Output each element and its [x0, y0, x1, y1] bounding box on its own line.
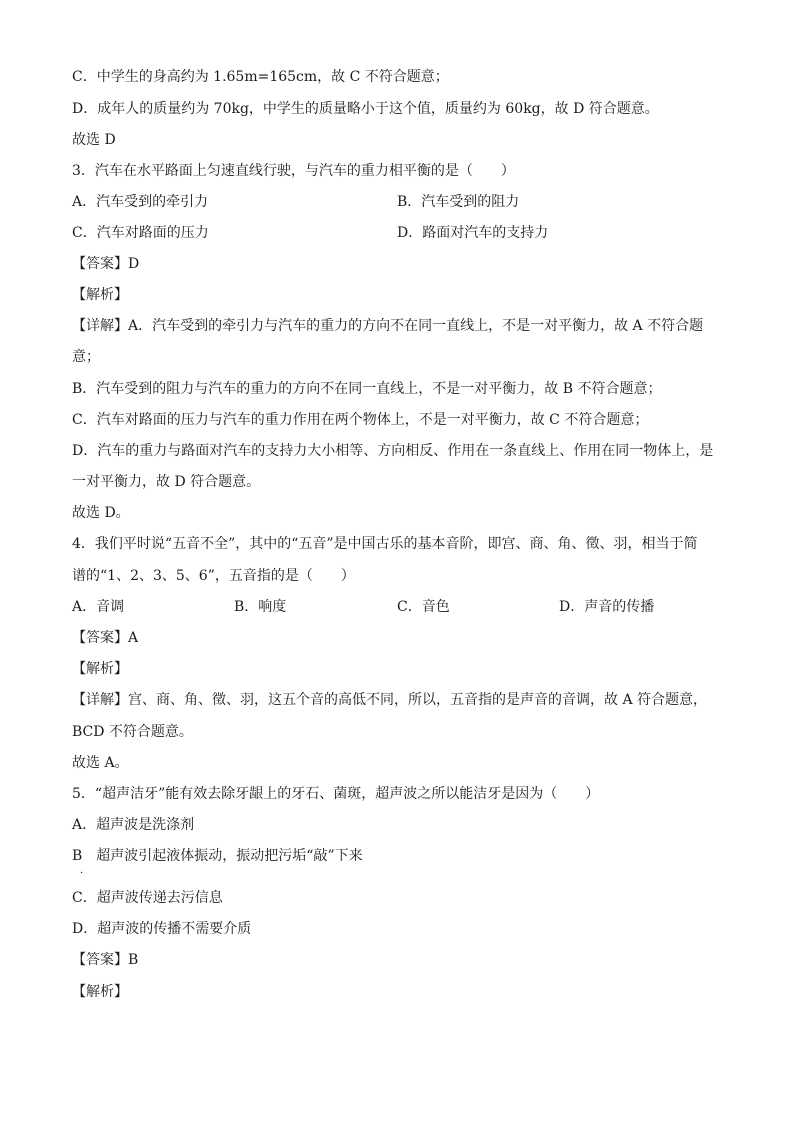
answer-label: 【答案】A [72, 630, 139, 646]
option-d: D．声音的传播 [559, 599, 655, 615]
detail-line: 【详解】A．汽车受到的牵引力与汽车的重力的方向不在同一直线上，不是一对平衡力，故 A 不符合题 [72, 318, 704, 334]
option-d: D．路面对汽车的支持力 [397, 225, 549, 241]
detail-line: 一对平衡力，故 D 符合题意。 [72, 474, 261, 490]
text-line: C．中学生的身高约为 1.65m=165cm，故 C 不符合题意； [72, 69, 449, 85]
option-b: B．响度 [234, 599, 287, 615]
option-b: B 超声波引起液体振动，振动把污垢“敲”下来 [72, 848, 363, 864]
stray-dot: ． [80, 865, 90, 876]
option-c: C．超声波传递去污信息 [72, 890, 223, 906]
question-5: 5．“超声洁牙”能有效去除牙龈上的牙石、菌斑，超声波之所以能洁牙是因为（ ） [72, 786, 600, 802]
analysis-label: 【解析】 [72, 661, 128, 677]
detail-line: C．汽车对路面的压力与汽车的重力作用在两个物体上，不是一对平衡力，故 C 不符合题意； [72, 412, 649, 428]
detail-line: D．汽车的重力与路面对汽车的支持力大小相等、方向相反、作用在一条直线上、作用在同一物体上，是 [72, 443, 714, 459]
option-a: A．超声波是洗涤剂 [72, 817, 195, 833]
option-c: C．汽车对路面的压力 [72, 225, 209, 241]
option-a: A．汽车受到的牵引力 [72, 194, 209, 210]
analysis-label: 【解析】 [72, 984, 128, 1000]
answer-label: 【答案】B [72, 952, 139, 968]
option-a: A．音调 [72, 599, 125, 615]
selection-line: 故选 D。 [72, 505, 130, 521]
option-c: C．音色 [397, 599, 450, 615]
detail-line: 【详解】宫、商、角、徵、羽，这五个音的高低不同，所以，五音指的是声音的音调，故 A 符合题意， [72, 692, 708, 708]
detail-line: B．汽车受到的阻力与汽车的重力的方向不在同一直线上，不是一对平衡力，故 B 不符合题意； [72, 381, 662, 397]
question-4: 4．我们平时说“五音不全”，其中的“五音”是中国古乐的基本音阶，即宫、商、角、徵、羽，相当于简 [72, 536, 698, 552]
text-line: 故选 D [72, 132, 116, 148]
option-b: B．汽车受到的阻力 [397, 194, 520, 210]
selection-line: 故选 A。 [72, 755, 129, 771]
answer-label: 【答案】D [72, 256, 140, 272]
question-4-cont: 谱的“1、2、3、5、6”，五音指的是（ ） [72, 568, 355, 584]
analysis-label: 【解析】 [72, 287, 128, 303]
option-d: D．超声波的传播不需要介质 [72, 921, 252, 937]
detail-line: BCD 不符合题意。 [72, 724, 193, 740]
question-3: 3．汽车在水平路面上匀速直线行驶，与汽车的重力相平衡的是（ ） [72, 163, 515, 179]
detail-line: 意； [72, 349, 100, 365]
text-line: D．成年人的质量约为 70kg，中学生的质量略小于这个值，质量约为 60kg，故 D 符合题意。 [72, 101, 659, 117]
